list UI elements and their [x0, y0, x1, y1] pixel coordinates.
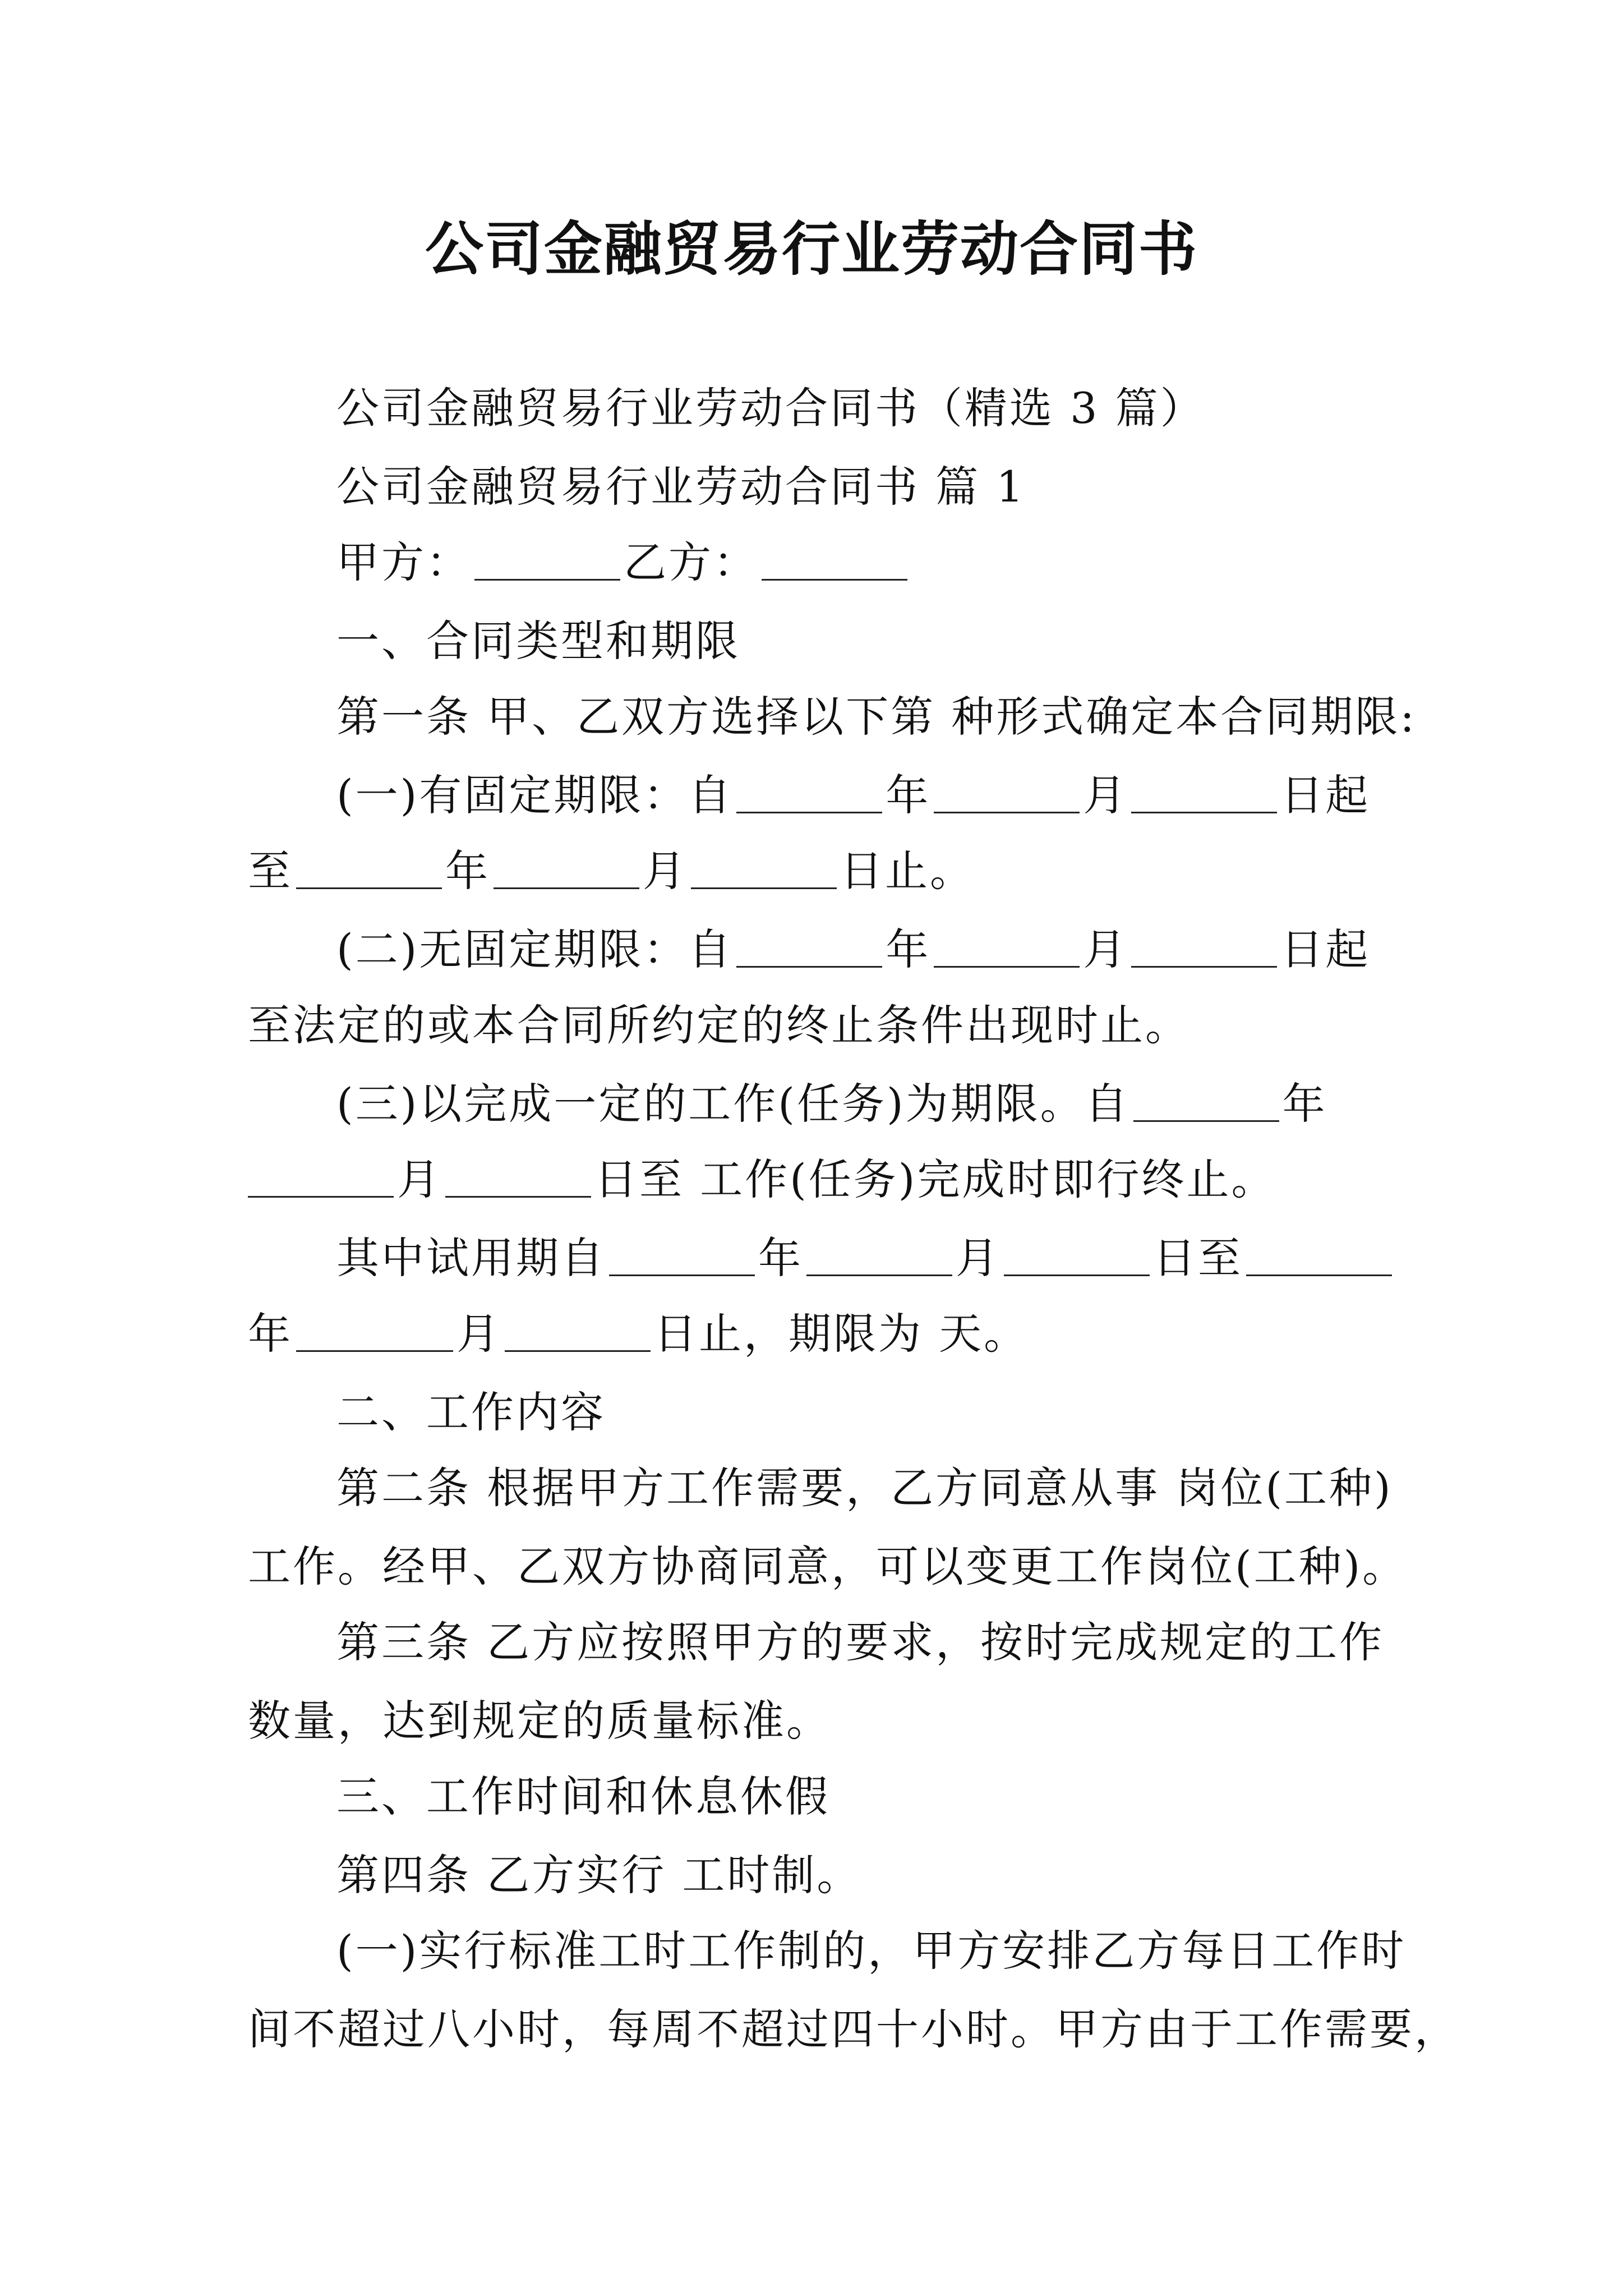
article-2-line-1: 第二条 根据甲方工作需要，乙方同意从事 岗位(工种): [336, 1463, 1393, 1513]
document-title: 公司金融贸易行业劳动合同书: [425, 215, 1198, 283]
article-1: 第一条 甲、乙双方选择以下第 种形式确定本合同期限:: [336, 692, 1417, 742]
day-label: 日止。: [840, 846, 975, 896]
standard-hours-line-2: 间不超过八小时，每周不超过四十小时。甲方由于工作需要，: [248, 2004, 1459, 2054]
blank: [1131, 932, 1277, 968]
blank: [934, 778, 1080, 813]
blank: [1004, 1241, 1150, 1276]
day-label: 日起: [1280, 770, 1371, 820]
year-label: 年: [886, 924, 931, 974]
open-term-line-1: [336, 924, 1371, 974]
fixed-term-line-1: [336, 770, 1371, 820]
article-4: 第四条 乙方实行 工时制。: [336, 1850, 862, 1900]
year-label: 年: [1282, 1079, 1327, 1129]
probation-line-2: [248, 1309, 1029, 1359]
fixed-term-line-2: [248, 846, 975, 896]
month-label: 月: [1083, 770, 1128, 820]
article-2-line-2: 工作。经甲、乙双方协商同意，可以变更工作岗位(工种)。: [248, 1542, 1408, 1591]
month-label: 月: [397, 1154, 442, 1204]
month-label: 月: [457, 1309, 501, 1359]
section-1-heading: 一、合同类型和期限: [336, 616, 740, 666]
probation-label: 其中试用期自: [336, 1233, 606, 1283]
blank: [609, 1241, 755, 1276]
blank: [494, 854, 639, 889]
parties-line: [336, 537, 911, 587]
year-label: 年: [886, 770, 931, 820]
section-2-heading: 二、工作内容: [336, 1387, 606, 1437]
year-label: 年: [758, 1233, 803, 1283]
probation-end: 日止，期限为 天。: [654, 1309, 1029, 1359]
year-label: 年: [248, 1309, 293, 1359]
blank: [1246, 1241, 1392, 1276]
blank: [296, 854, 442, 889]
section-3-heading: 三、工作时间和休息休假: [336, 1772, 830, 1821]
blank: [248, 1162, 394, 1198]
subtitle: 公司金融贸易行业劳动合同书（精选 3 篇）: [336, 383, 1205, 433]
task-term-line-1: [336, 1079, 1327, 1129]
fixed-term-label: (一)有固定期限：自: [336, 770, 734, 820]
month-label: 月: [643, 846, 688, 896]
to-label: 至: [248, 846, 293, 896]
blank: [934, 932, 1080, 968]
blank: [691, 854, 837, 889]
blank: [505, 1317, 651, 1352]
open-term-label: (二)无固定期限：自: [336, 924, 734, 974]
day-label: 日起: [1280, 924, 1371, 974]
blank: [1131, 778, 1277, 813]
probation-line-1: [336, 1233, 1395, 1283]
party-b-label: 乙方：: [624, 537, 758, 587]
article-3-line-2: 数量，达到规定的质量标准。: [248, 1696, 831, 1746]
year-label: 年: [445, 846, 490, 896]
blank: [445, 1162, 591, 1198]
article-3-line-1: 第三条 乙方应按照甲方的要求，按时完成规定的工作: [336, 1617, 1385, 1667]
blank: [1133, 1087, 1279, 1122]
day-label: 日至: [1153, 1233, 1243, 1283]
blank: [736, 778, 882, 813]
party-a-label: 甲方：: [336, 537, 471, 587]
open-term-line-2: 至法定的或本合同所约定的终止条件出现时止。: [248, 1000, 1190, 1050]
standard-hours-line-1: (一)实行标准工时工作制的，甲方安排乙方每日工作时: [336, 1926, 1407, 1976]
month-label: 月: [956, 1233, 1000, 1283]
party-a-blank: [474, 545, 620, 581]
blank: [806, 1241, 952, 1276]
blank: [736, 932, 882, 968]
blank: [296, 1317, 453, 1352]
task-term-end: 日至 工作(任务)完成时即行终止。: [594, 1154, 1276, 1204]
task-term-line-2: [248, 1154, 1276, 1204]
party-b-blank: [762, 545, 907, 581]
month-label: 月: [1083, 924, 1128, 974]
part-heading: 公司金融贸易行业劳动合同书 篇 1: [336, 462, 1026, 512]
task-term-label: (三)以完成一定的工作(任务)为期限。自: [336, 1079, 1130, 1129]
